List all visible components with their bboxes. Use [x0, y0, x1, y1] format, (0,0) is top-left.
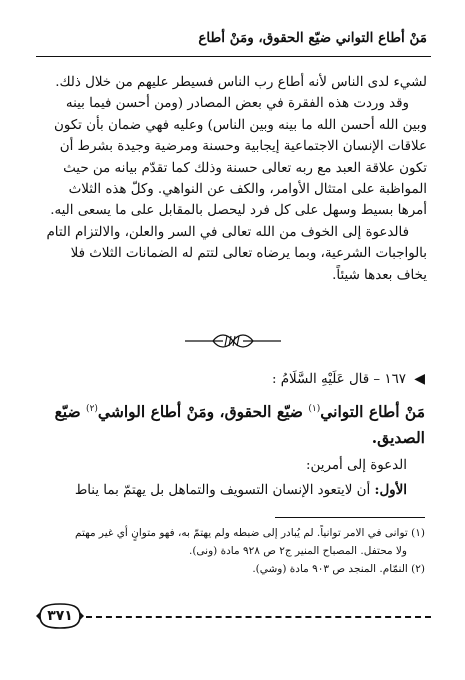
footnote-ref: (٢)	[86, 404, 98, 414]
quote-line: الصديق.	[371, 428, 425, 448]
footnote: ولا محتفل. المصباح المنير ج٢ ص ٩٢٨ مادة (ونى).	[188, 545, 407, 557]
hadith-quote	[40, 396, 425, 451]
honorific: عَلَيْهِ السَّلَامُ	[280, 372, 345, 387]
triangle-marker-icon: ◀	[414, 371, 425, 387]
body-line: وبين الله أحسن الله ما بينه وبين الناس) وعليه فهي ضمان بأن تكون	[53, 117, 427, 133]
quote-part: ضيّع الحقوق، ومَنْ أطاع الواشي	[97, 402, 309, 422]
section-colon: :	[271, 372, 277, 387]
header-title: مَنْ أطاع التواني ضيّع الحقوق، ومَنْ أطاع	[198, 30, 427, 46]
body-line: علاقات الإنسان الاجتماعية إيجابية وحسنة ومرضية وجيدة بشرط أن	[59, 139, 427, 155]
quote-part: مَنْ أطاع التواني	[320, 402, 425, 422]
section-number: ١٦٧ – قال	[348, 372, 406, 387]
footnote-ref: (١)	[308, 404, 321, 414]
body-line: تكون علاقة العبد مع ربه تعالى حسنة وذلك كما تقدّم بيانه من حيث	[63, 160, 427, 176]
running-header	[36, 20, 431, 60]
body-line: المواظبة على امتثال الأوامر، والكف عن النواهي. وكلّ هذه الثلاث	[68, 182, 427, 198]
body-line: لشيء لدى الناس لأنه أطاع رب الناس فسيطر عليهم من خلال ذلك.	[55, 75, 427, 90]
footnotes	[40, 524, 425, 578]
footnote-separator	[275, 517, 425, 518]
explanation-intro: الدعوة إلى أمرين:	[306, 458, 407, 473]
footnote: (١) توانى في الامر توانياً. لم يُبادر إلى ضبطه ولم يهتمّ به، فهو متوانٍ أي غير مهتم	[74, 527, 425, 539]
explanation	[40, 454, 425, 503]
divider-ornament-icon	[183, 330, 283, 352]
first-point-text: أن لايتعود الإنسان التسويف والتماهل بل يهتمّ بما يناط	[74, 483, 375, 498]
first-point-label: الأول:	[374, 482, 407, 498]
header-rule	[36, 56, 431, 57]
page-footer	[34, 602, 431, 632]
body-line: يخاف بعدها شيئاً.	[332, 267, 427, 283]
page-number: ٣٧١	[47, 608, 73, 624]
body-line: وقد وردت هذه الفقرة في بعض المصادر (ومن أحسن فيما بينه	[65, 96, 409, 112]
footnote: (٢) النمّام. المنجد ص ٩٠٣ مادة (وشي).	[252, 563, 425, 575]
quote-part: ضيّع	[54, 402, 87, 422]
footer-dashed-rule	[86, 616, 431, 618]
body-line: أمرها بسيط وسهل على كل فرد ليحصل بالمقابل على ما يسعى اليه.	[50, 203, 427, 219]
body-line: بالواجبات الشرعية، وبما يرضاه تعالى لتتم له الضمانات الثلاث فلا	[70, 246, 427, 262]
body-line: فالدعوة إلى الخوف من الله تعالى في السر والعلن، والالتزام التام	[46, 224, 409, 240]
body-text	[40, 72, 427, 286]
section-heading	[272, 371, 425, 387]
